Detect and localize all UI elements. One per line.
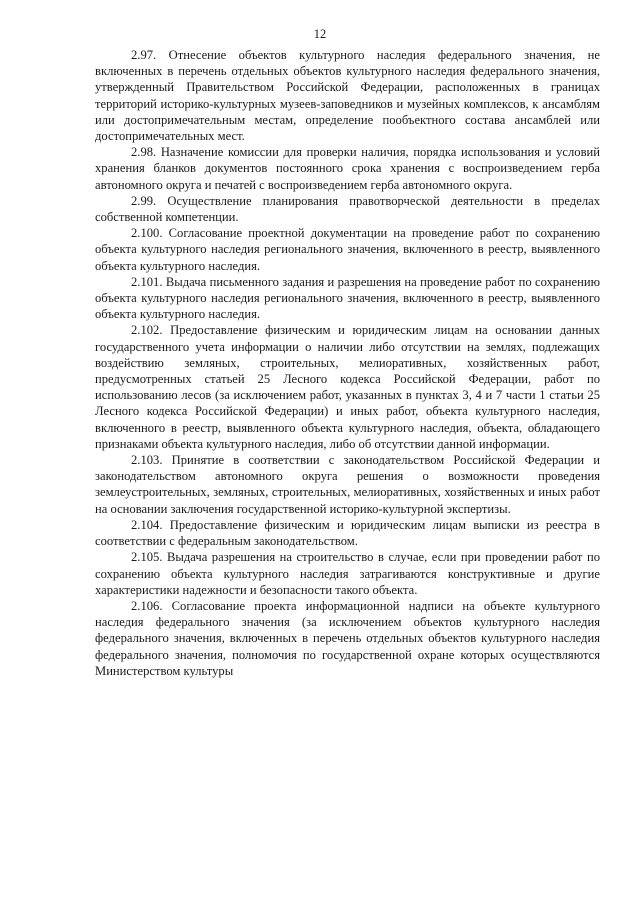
paragraph-2-100: 2.100. Согласование проектной документации на проведение работ по сохранению объекта культурного наследия регионального значения, включенного в реестр, выявленного объекта культурного наследия. xyxy=(95,226,600,273)
page-number: 12 xyxy=(313,27,327,41)
paragraph-2-103: 2.103. Принятие в соответствии с законодательством Российской Федерации и законодательством автономного округа решения о возможности проведения землеустроительных, земляных, строительных, мелиоративных, хозяйственных и иных работ на основании заключения государственной историко-культурной экспертизы. xyxy=(95,453,600,516)
paragraph-2-97: 2.97. Отнесение объектов культурного наследия федерального значения, не включенных в перечень отдельных объектов культурного наследия федерального значения, утвержденный Правительством Российской Федерации, расположенных в границах территорий историко-культурных музеев-заповедников и музейных комплексов, к ансамблям или достопримечательным местам, определение пообъектного состава ансамблей или достопримечательных мест. xyxy=(95,48,600,144)
paragraph-2-104: 2.104. Предоставление физическим и юридическим лицам выписки из реестра в соответствии с федеральным законодательством. xyxy=(95,517,600,549)
document-body xyxy=(95,47,600,679)
paragraph-2-106: 2.106. Согласование проекта информационной надписи на объекте культурного наследия федерального значения (за исключением объектов культурного наследия федерального значения, включенных в перечень отдельных объектов культурного наследия федерального значения, полномочия по государственной охране которых осуществляются Министерством культуры xyxy=(95,598,600,678)
paragraph-2-105: 2.105. Выдача разрешения на строительство в случае, если при проведении работ по сохранению объекта культурного наследия затрагиваются конструктивные и другие характеристики надежности и безопасности такого объекта. xyxy=(95,550,600,597)
paragraph-2-99: 2.99. Осуществление планирования правотворческой деятельности в пределах собственной компетенции. xyxy=(95,193,600,225)
paragraph-2-98: 2.98. Назначение комиссии для проверки наличия, порядка использования и условий хранения бланков документов постоянного срока хранения с воспроизведением герба автономного округа и печатей с воспроизведением герба автономного округа. xyxy=(95,145,600,192)
paragraph-2-102: 2.102. Предоставление физическим и юридическим лицам на основании данных государственного учета информации о наличии либо отсутствии на землях, подлежащих воздействию земляных, строительных, мелиоративных, хозяйственных работ, предусмотренных статьей 25 Лесного кодекса Российской Федерации, работ по использованию лесов (за исключением работ, указанных в пунктах 3, 4 и 7 части 1 статьи 25 Лесного кодекса Российской Федерации) и иных работ, объекта культурного наследия, включенного в реестр, выявленного объекта культурного наследия, объекта, обладающего признаками объекта культурного наследия, либо об отсутствии данной информации. xyxy=(95,323,600,451)
paragraph-2-101: 2.101. Выдача письменного задания и разрешения на проведение работ по сохранению объекта культурного наследия регионального значения, включенного в реестр, выявленного объекта культурного наследия. xyxy=(95,274,600,322)
